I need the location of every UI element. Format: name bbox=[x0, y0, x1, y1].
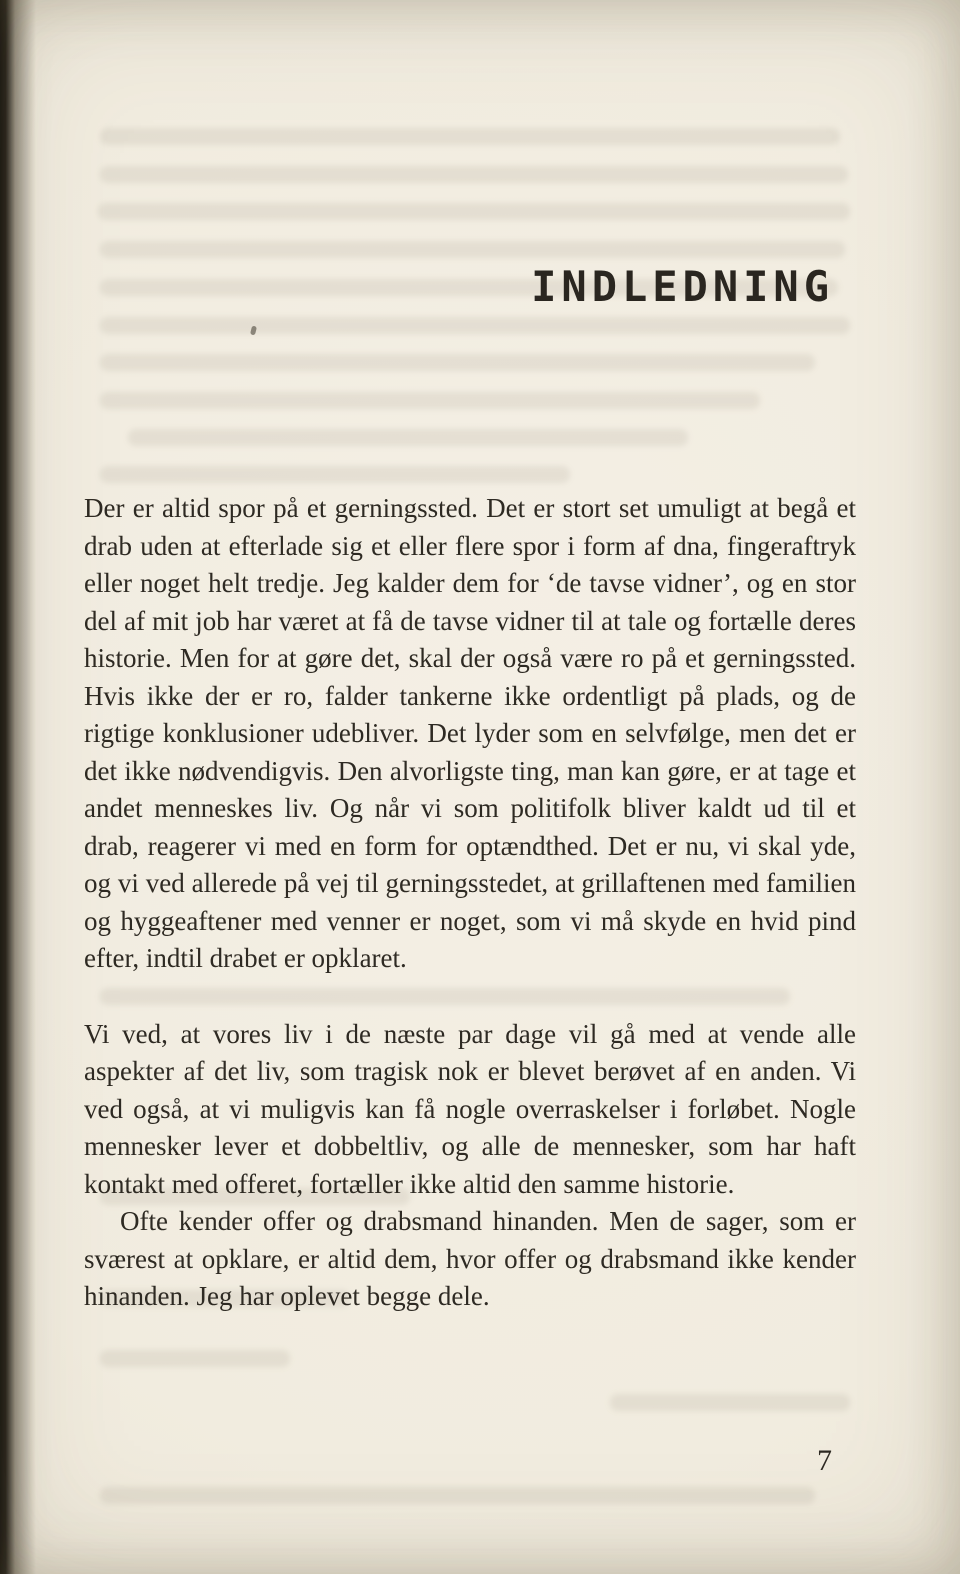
ghost-text-line bbox=[98, 203, 850, 220]
chapter-heading: INDLEDNING bbox=[531, 262, 834, 311]
ghost-text-line bbox=[100, 166, 848, 183]
page-number: 7 bbox=[817, 1444, 832, 1477]
ghost-text-line bbox=[100, 1350, 290, 1367]
ghost-text-line bbox=[100, 466, 570, 483]
paragraph: Vi ved, at vores liv i de næste par dage vil gå med at vende alle aspekter af det liv, som tragisk nok er blevet berøvet af en anden. Vi ved også, at vi muligvis kan få nogle overraskelser i forløbet. Nogle mennesker lever et dobbeltliv, og alle de mennesker, som har haft kontakt med offeret, fortæller ikke altid den samme historie. bbox=[84, 1018, 856, 1199]
body-text bbox=[84, 490, 856, 1316]
ghost-text-line bbox=[100, 392, 760, 409]
ghost-text-line bbox=[100, 1487, 815, 1504]
ghost-text-line bbox=[128, 429, 688, 446]
page-spine-shadow bbox=[0, 0, 36, 1574]
ghost-text-line bbox=[100, 241, 845, 258]
scan-speck bbox=[250, 326, 257, 336]
ghost-text-line bbox=[100, 317, 850, 334]
ghost-text-line bbox=[100, 128, 840, 145]
paragraph: Der er altid spor på et gerningssted. Det er stort set umuligt at begå et drab uden at efterlade sig et eller flere spor i form af dna, fingeraftryk eller noget helt tredje. Jeg kalder dem for ‘de tavse vidner’, og en stor del af mit job har været at få de tavse vidner til at tale og fortælle deres historie. Men for at gøre det, skal der også være ro på et gerningssted. Hvis ikke der er ro, falder tankerne ikke ordentligt på plads, og de rigtige konklusioner udebliver. Det lyder som en selvfølge, men det er det ikke nødvendigvis. Den alvorligste ting, man kan gøre, er at tage et andet menneskes liv. Og når vi som politifolk bliver kaldt ud til et drab, reagerer vi med en form for optændthed. Det er nu, vi skal yde, og vi ved allerede på vej til gerningsstedet, at grillaftenen med familien og hyggeaftener med venner er noget, som vi må skyde en hvid pind efter, indtil drabet er opklaret. bbox=[84, 493, 856, 973]
ghost-text-line bbox=[610, 1394, 850, 1411]
ghost-text-line bbox=[100, 354, 815, 371]
paragraph: Ofte kender offer og drabsmand hinanden. Men de sager, som er sværest at opklare, er altid dem, hvor offer og drabsmand ikke kender hinanden. Jeg har oplevet begge dele. bbox=[84, 1206, 856, 1311]
